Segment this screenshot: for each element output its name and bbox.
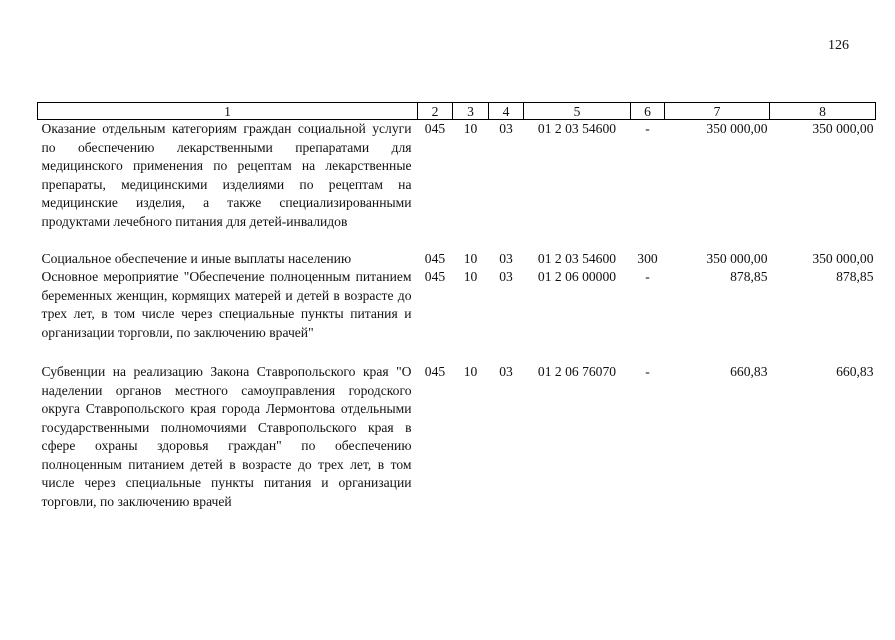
row-ministry-code: 045 [424, 250, 446, 266]
table-row [38, 250, 876, 269]
row-target-article: 01 2 03 54600 [537, 121, 617, 136]
row-target-article: 01 2 03 54600 [537, 250, 617, 266]
row-amount-7: 350 000,00 [706, 250, 768, 266]
row-expense-type: 300 [637, 250, 658, 266]
column-header-4: 4 [489, 103, 524, 120]
row-amount-8: 660,83 [836, 364, 874, 379]
row-ministry-code: 045 [424, 364, 446, 379]
row-subsection-code: 03 [499, 250, 513, 266]
row-section-code: 10 [463, 269, 478, 284]
column-header-6: 6 [631, 103, 665, 120]
row-description: Социальное обеспечение и иные выплаты населению [41, 250, 352, 266]
row-description: Субвенции на реализацию Закона Ставропольского края "О наделении органов местного самоуправления городского округа Ставропольского края города Лермонтова отдельными государственными полномочиями Ставропольского края в сфере охраны здоровья граждан" по обеспечению полноценным питанием детей в возрасте до трех лет, в том числе через специальные пункты питания и организации торговли, по заключению врачей [41, 364, 412, 509]
row-target-article: 01 2 06 00000 [537, 269, 617, 284]
row-section-code: 10 [463, 121, 478, 136]
row-amount-7: 660,83 [730, 364, 768, 379]
row-subsection-code: 03 [499, 364, 513, 379]
column-header-3: 3 [453, 103, 489, 120]
row-description: Оказание отдельным категориям граждан социальной услуги по обеспечению лекарственными препаратами для медицинского применения по рецептам на лекарственные препараты, медицинскими изделиями по рецептам на медицинские изделия, а также специализированными продуктами лечебного питания для детей-инвалидов [41, 121, 412, 229]
page-number: 126 [828, 38, 849, 53]
table-header-row [38, 103, 876, 120]
row-expense-type: - [645, 269, 650, 284]
table-row [38, 268, 876, 363]
table-row [38, 120, 876, 250]
column-header-1: 1 [38, 103, 418, 120]
row-section-code: 10 [463, 250, 478, 266]
column-header-7: 7 [665, 103, 770, 120]
row-section-code: 10 [463, 364, 478, 379]
row-amount-7: 350 000,00 [706, 121, 768, 136]
row-ministry-code: 045 [424, 121, 446, 136]
row-ministry-code: 045 [424, 269, 446, 284]
column-header-2: 2 [418, 103, 453, 120]
row-expense-type: - [645, 121, 650, 136]
budget-table [37, 102, 876, 511]
row-subsection-code: 03 [499, 269, 513, 284]
column-header-8: 8 [770, 103, 876, 120]
row-amount-8: 350 000,00 [812, 250, 874, 266]
row-target-article: 01 2 06 76070 [537, 364, 617, 379]
row-expense-type: - [645, 364, 650, 379]
row-description: Основное мероприятие "Обеспечение полноценным питанием беременных женщин, кормящих матерей и детей в возрасте до трех лет, в том числе через специальные пункты питания и организации торговли, по заключению врачей" [41, 269, 412, 340]
row-subsection-code: 03 [499, 121, 513, 136]
row-amount-7: 878,85 [730, 269, 768, 284]
column-header-5: 5 [524, 103, 631, 120]
row-amount-8: 878,85 [836, 269, 874, 284]
row-amount-8: 350 000,00 [812, 121, 874, 136]
table-row [38, 363, 876, 511]
